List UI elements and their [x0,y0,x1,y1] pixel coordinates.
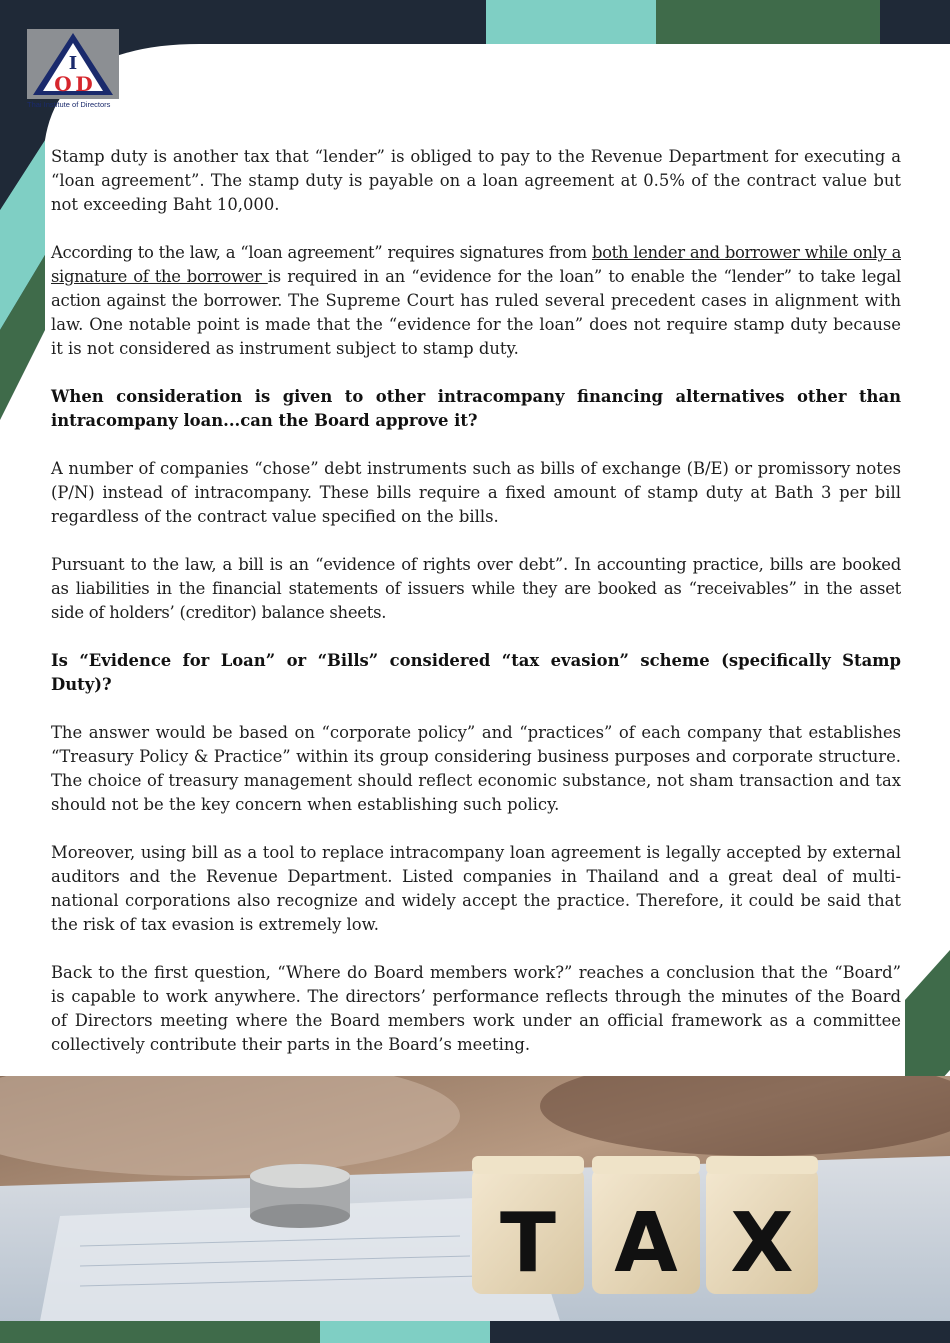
heading-financing-alternatives: When consideration is given to other intracompany financing alternatives other than intracompany loan...can the Board approve it? [51,387,901,430]
dice-letter-x: X [730,1196,794,1291]
tax-dice-photo [0,1076,950,1321]
article-body [51,145,901,1129]
paragraph-stamp-duty: Stamp duty is another tax that “lender” is obliged to pay to the Revenue Department for executing a “loan agreement”. The stamp duty is payable on a loan agreement at 0.5% of the contract value but not exceeding Baht 10,000. [51,147,901,214]
underlined-signature-clause: both lender and borrower while only a signature of the borrower [51,243,901,286]
paragraph-auditors: Moreover, using bill as a tool to replace intracompany loan agreement is legally accepted by external auditors and the Revenue Department. Listed companies in Thailand and a great deal of multi-national corporations also recognize and widely accept the practice. Therefore, it could be said that the risk of tax evasion is extremely low. [51,843,901,934]
paragraph-corporate-policy: The answer would be based on “corporate policy” and “practices” of each company that establishes “Treasury Policy & Practice” within its group considering business purposes and corporate structure. The choice of treasury management should reflect economic substance, not sham transaction and tax should not be the key concern when establishing such policy. [51,723,901,814]
logo-letter-i: I [68,53,78,74]
logo-mark [27,29,119,99]
dice-t [472,1156,584,1294]
paragraph-debt-instruments: A number of companies “chose” debt instruments such as bills of exchange (B/E) or promissory notes (P/N) instead of intracompany. These bills require a fixed amount of stamp duty at Bath 3 per bill regardless of the contract value specified on the bills. [51,459,901,526]
paragraph-loan-agreement [51,241,901,361]
dice-a [592,1156,700,1294]
dice-letter-a: A [614,1196,678,1291]
logo-caption: Thai Institute of Directors [27,100,111,109]
tax-photo-illustration [0,1076,950,1321]
logo-triangle-icon [27,29,119,99]
logo-letter-d: D [75,72,93,96]
paragraph-bills-law: Pursuant to the law, a bill is an “evidence of rights over debt”. In accounting practice, bills are booked as liabilities in the financial statements of issuers while they are booked as “receivables” in the asset side of holders’ (creditor) balance sheets. [51,555,901,622]
paragraph-loan-agreement-start: According to the law, a “loan agreement” requires signatures from [51,243,592,262]
iod-logo [27,29,119,113]
paragraph-loan-agreement-middle: is required in an “evidence for the loan” to enable the “lender” to take legal action against the borrower. [51,267,901,310]
dice-x [706,1156,818,1294]
paragraph-board-conclusion: Back to the first question, “Where do Board members work?” reaches a conclusion that the “Board” is capable to work anywhere. The directors’ performance reflects through the minutes of the Board of Directors meeting where the Board members work under an official framework as a committee collectively contribute their parts in the Board’s meeting. [51,963,901,1054]
heading-tax-evasion: Is “Evidence for Loan” or “Bills” considered “tax evasion” scheme (specifically Stamp Duty)? [51,651,901,694]
logo-letter-o: O [54,72,72,96]
dice-letter-t: T [500,1196,556,1291]
paragraph-loan-agreement-end: The Supreme Court has ruled several precedent cases in alignment with law. One notable point is made that the “evidence for the loan” does not require stamp duty because it is not considered as instrument subject to stamp duty. [51,291,901,358]
